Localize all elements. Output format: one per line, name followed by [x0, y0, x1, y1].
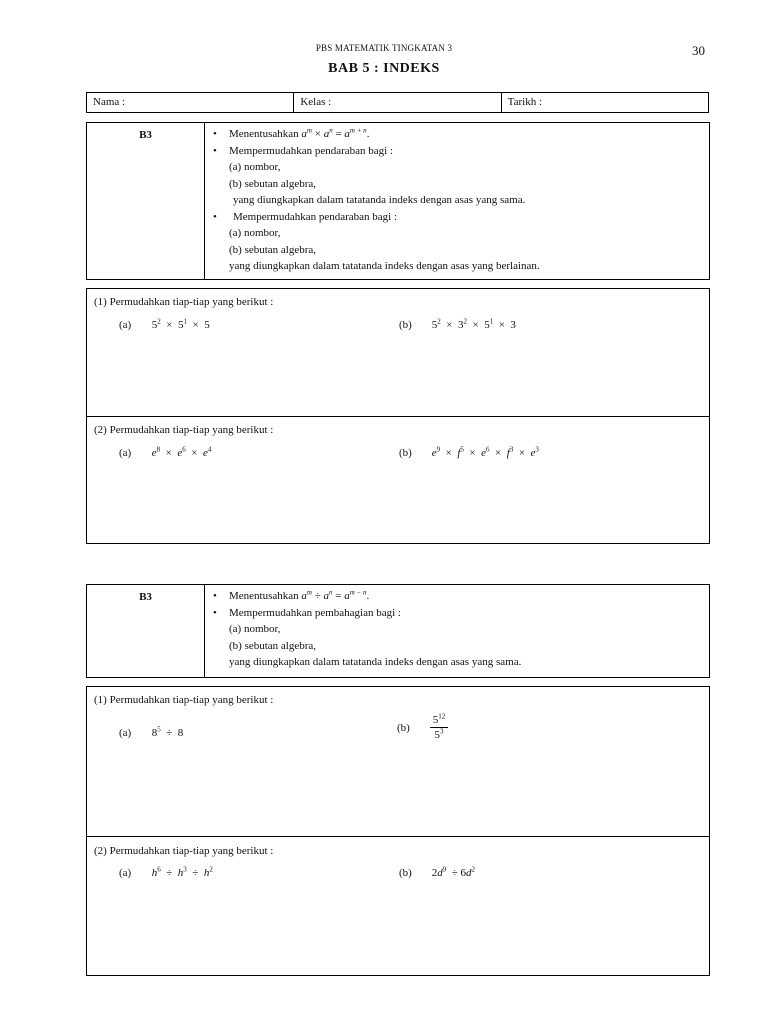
objective-bullet — [211, 588, 521, 605]
student-info-bar — [86, 92, 709, 113]
rule-base: a — [344, 590, 350, 602]
operator: × — [165, 447, 172, 459]
rule-base: a — [344, 128, 350, 140]
objective-bullet — [211, 143, 540, 160]
term-base: 8 — [177, 727, 184, 739]
objective-bullet — [211, 605, 521, 622]
objective-list — [205, 123, 540, 279]
objective-code: B3 — [87, 123, 205, 279]
divider — [87, 836, 709, 837]
term-base: e — [177, 447, 183, 459]
term-base: d — [437, 867, 443, 879]
fraction — [430, 713, 449, 742]
term-base: 5 — [431, 319, 438, 331]
objective-list — [205, 585, 521, 677]
question-2b — [399, 867, 475, 879]
rule-exponent: n — [329, 588, 333, 597]
term-exponent: 5 — [460, 445, 464, 454]
bullet-icon: • — [213, 590, 217, 602]
rule-exponent: n — [329, 126, 333, 135]
question-1b — [399, 319, 516, 331]
term-exponent: 6 — [157, 865, 161, 874]
objective-text: Mempermudahkan pembahagian bagi : — [229, 606, 401, 619]
rule-base: a — [301, 128, 307, 140]
rule-exponent: m — [306, 126, 312, 135]
objective-box-multiplication — [86, 122, 710, 280]
rule-base: a — [323, 128, 330, 140]
term-exponent: 3 — [183, 865, 187, 874]
operator: ÷ — [451, 867, 458, 879]
fraction-denominator — [430, 728, 449, 742]
question-label: (b) — [397, 721, 410, 734]
term-base: h — [203, 867, 210, 879]
term-base: 5 — [432, 714, 439, 726]
fraction-numerator — [430, 713, 449, 728]
term-base: 3 — [457, 319, 464, 331]
rule-operator: × — [311, 128, 324, 140]
objective-subitem: (b) sebutan algebra, — [229, 639, 317, 652]
rule-exponent: m — [306, 588, 312, 597]
term-exponent: 9 — [436, 445, 441, 454]
term-exponent: 9 — [442, 865, 447, 874]
header-title: PBS MATEMATIK TINGKATAN 3 — [315, 43, 453, 53]
term-base: 3 — [510, 319, 516, 331]
question-1-title: (1) Permudahkan tiap-tiap yang berikut : — [94, 296, 274, 308]
rule-period: . — [366, 128, 370, 140]
operator: × — [472, 319, 479, 331]
term-exponent: 5 — [157, 725, 161, 734]
bullet-icon: • — [213, 606, 217, 619]
objective-subitem: (a) nombor, — [229, 161, 281, 173]
objective-text: Mempermudahkan pendaraban bagi : — [233, 210, 398, 223]
objective-subitem: yang diungkapkan dalam tatatanda indeks dengan asas yang sama. — [233, 194, 526, 206]
question-1a — [119, 727, 183, 739]
name-field[interactable]: Nama : — [93, 96, 126, 108]
operator: × — [469, 447, 476, 459]
objective-code: B3 — [87, 585, 205, 677]
question-box-multiplication — [86, 288, 710, 544]
question-1a — [119, 319, 210, 331]
chapter-title: BAB 5 : INDEKS — [328, 61, 440, 76]
term-base: f — [457, 447, 461, 459]
operator: × — [192, 319, 199, 331]
term-exponent: 3 — [440, 727, 444, 736]
operator: × — [191, 447, 198, 459]
rule-operator: ÷ — [311, 590, 324, 602]
operator: × — [518, 447, 526, 459]
objective-text: Mempermudahkan pendaraban bagi : — [229, 144, 394, 157]
rule-base: a — [323, 590, 330, 602]
operator: ÷ — [166, 867, 173, 879]
question-2-title: (2) Permudahkan tiap-tiap yang berikut : — [94, 424, 274, 436]
objective-bullet — [211, 126, 540, 143]
operator: × — [445, 447, 452, 459]
term-base: 5 — [484, 319, 490, 331]
divider — [87, 416, 709, 417]
rule-base: a — [301, 590, 307, 602]
term-exponent: 6 — [486, 445, 490, 454]
term-exponent: 1 — [183, 317, 187, 326]
question-1-title: (1) Permudahkan tiap-tiap yang berikut : — [94, 694, 274, 706]
term-base: e — [202, 447, 208, 459]
term-base: e — [151, 447, 157, 459]
date-field[interactable]: Tarikh : — [501, 93, 708, 112]
question-label: (a) — [119, 447, 132, 459]
operator: × — [495, 447, 502, 459]
objective-subitem: (a) nombor, — [229, 227, 281, 239]
operator: × — [166, 319, 173, 331]
objective-box-division — [86, 584, 710, 678]
term-exponent: 2 — [437, 317, 441, 326]
rule-exponent: m + n — [349, 126, 367, 135]
bullet-icon: • — [213, 144, 217, 157]
term-exponent: 2 — [157, 317, 161, 326]
term-base: 5 — [204, 319, 210, 331]
bullet-icon: • — [213, 210, 217, 223]
term-base: 5 — [434, 729, 440, 741]
operator: ÷ — [192, 867, 199, 879]
term-base: d — [466, 867, 472, 879]
term-exponent: 4 — [207, 445, 212, 454]
operator: × — [446, 319, 453, 331]
question-2a — [119, 447, 211, 459]
page-number: 30 — [692, 43, 705, 58]
question-label: (a) — [119, 727, 132, 739]
question-label: (b) — [399, 319, 412, 331]
term-base: e — [530, 447, 536, 459]
term-exponent: 1 — [489, 317, 494, 326]
term-base: f — [506, 447, 510, 459]
term-exponent: 2 — [463, 317, 467, 326]
rule-exponent: m − n — [349, 588, 367, 597]
term-exponent: 2 — [209, 865, 213, 874]
objective-subitem: (a) nombor, — [229, 623, 281, 635]
objective-text: Menentusahkan — [229, 590, 302, 602]
objective-subitem: yang diungkapkan dalam tatatanda indeks dengan asas yang berlainan. — [229, 260, 540, 272]
bullet-icon: • — [213, 128, 217, 140]
term-base: e — [431, 447, 437, 459]
question-1b — [397, 713, 448, 742]
objective-subitem: (b) sebutan algebra, — [229, 177, 317, 190]
objective-subitem: (b) sebutan algebra, — [229, 243, 317, 256]
term-base: 8 — [151, 727, 158, 739]
question-2b — [399, 447, 539, 459]
operator: ÷ — [166, 727, 173, 739]
objective-text: Menentusahkan — [229, 128, 302, 140]
question-2-title: (2) Permudahkan tiap-tiap yang berikut : — [94, 845, 274, 857]
term-base: 5 — [177, 319, 184, 331]
term-exponent: 2 — [471, 865, 476, 874]
objective-bullet — [211, 209, 540, 226]
question-label: (b) — [399, 867, 412, 879]
question-box-division — [86, 686, 710, 976]
term-base: 5 — [151, 319, 158, 331]
term-base: h — [177, 867, 184, 879]
question-2a — [119, 867, 213, 879]
objective-subitem: yang diungkapkan dalam tatatanda indeks dengan asas yang sama. — [229, 656, 522, 668]
question-label: (a) — [119, 319, 132, 331]
rule-equals: = — [332, 128, 345, 140]
operator: × — [498, 319, 505, 331]
rule-period: . — [366, 590, 370, 602]
term-exponent: 12 — [438, 712, 446, 721]
class-field[interactable]: Kelas : — [293, 93, 500, 112]
term-base: e — [481, 447, 487, 459]
term-exponent: 6 — [182, 445, 186, 454]
question-label: (a) — [119, 867, 132, 879]
term-coefficient: 2 — [431, 867, 438, 879]
term-exponent: 3 — [509, 445, 514, 454]
term-exponent: 3 — [535, 445, 539, 454]
question-label: (b) — [399, 447, 412, 459]
rule-equals: = — [332, 590, 345, 602]
term-exponent: 8 — [156, 445, 161, 454]
term-coefficient: 6 — [460, 867, 467, 879]
term-base: h — [151, 867, 158, 879]
